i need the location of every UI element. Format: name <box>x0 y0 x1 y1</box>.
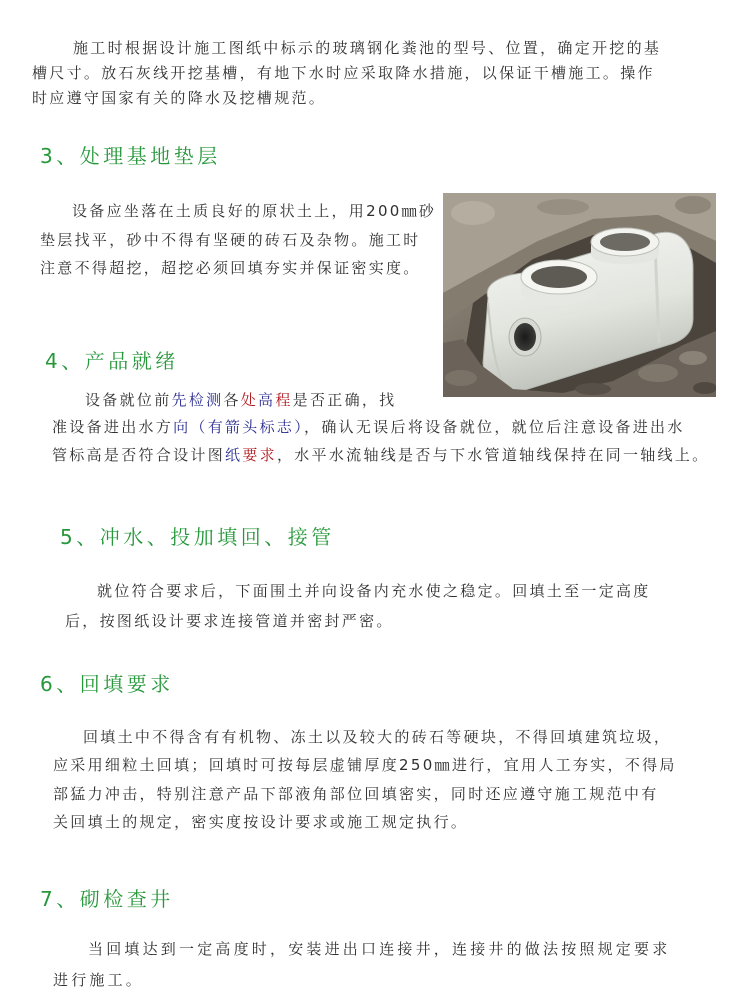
text-segment: ，水平水流轴线是否与下水管道轴线保持在同一轴线上。 <box>276 446 710 464</box>
section-6-line-4: 关回填土的规定，密实度按设计要求或施工规定执行。 <box>53 813 469 831</box>
front-manhole-opening <box>531 266 587 288</box>
section-4-line-2 <box>52 417 685 437</box>
section-7-line-2: 进行施工。 <box>53 971 145 989</box>
section-3-heading: 3、处理基地垫层 <box>40 144 221 168</box>
section-6-heading: 6、回填要求 <box>40 672 174 696</box>
section-5-line-2: 后，按图纸设计要求连接管道并密封严密。 <box>65 612 394 630</box>
section-5-line-1: 就位符合要求后，下面围土并向设备内充水使之稳定。回填土至一定高度 <box>97 582 651 600</box>
intro-line-2: 槽尺寸。放石灰线开挖基槽，有地下水时应采取降水措施，以保证干槽施工。操作 <box>32 64 655 82</box>
section-3-line-1: 设备应坐落在土质良好的原状土上，用200㎜砂 <box>72 202 437 220</box>
text-segment: 是否正确，找 <box>292 391 397 409</box>
section-6-line-1: 回填土中不得含有有机物、冻土以及较大的砖石等硬块，不得回填建筑垃圾， <box>83 728 672 746</box>
section-3-line-2: 垫层找平，砂中不得有坚硬的砖石及杂物。施工时 <box>40 231 421 249</box>
highlight-segment: 要求 <box>242 446 277 464</box>
highlight-segment: 高 <box>258 391 276 409</box>
text-segment: 管标高是否符合设计图 <box>52 446 226 464</box>
section-6-line-2: 应采用细粒土回填；回填时可按每层虚铺厚度250㎜进行，宜用人工夯实，不得局 <box>53 756 677 774</box>
intro-line-1: 施工时根据设计施工图纸中标示的玻璃钢化粪池的型号、位置，确定开挖的基 <box>73 39 662 57</box>
section-5-heading: 5、冲水、投加填回、接管 <box>60 525 335 549</box>
text-segment: ，确认无误后将设备就位，就位后注意设备进出水 <box>304 418 685 436</box>
inlet-hole <box>514 323 536 351</box>
section-7-line-1: 当回填达到一定高度时，安装进出口连接井，连接井的做法按照规定要求 <box>88 940 671 958</box>
section-7-heading: 7、砌检查井 <box>40 887 174 911</box>
section-4-line-3 <box>52 445 709 465</box>
highlight-segment: 程 <box>275 391 293 409</box>
text-segment: 设备就位前 <box>85 391 172 409</box>
highlight-segment: 向（有箭头标志） <box>173 418 305 436</box>
septic-tank-illustration <box>443 193 716 397</box>
section-4-heading: 4、产品就绪 <box>45 349 179 373</box>
text-segment: 准设备进出水方 <box>52 418 174 436</box>
intro-line-3: 时应遵守国家有关的降水及挖槽规范。 <box>32 89 327 107</box>
back-manhole-opening <box>600 233 650 251</box>
septic-tank-photo <box>443 193 716 397</box>
section-4-line-1 <box>85 390 396 410</box>
highlight-segment: 处 <box>240 391 259 409</box>
highlight-segment: 纸 <box>225 446 243 464</box>
section-3-line-3: 注意不得超挖，超挖必须回填夯实并保证密实度。 <box>40 259 421 277</box>
section-6-line-3: 部猛力冲击，特别注意产品下部液角部位回填密实，同时还应遵守施工规范中有 <box>53 785 659 803</box>
text-segment: 各 <box>223 391 241 409</box>
highlight-segment: 先检测 <box>171 391 224 409</box>
